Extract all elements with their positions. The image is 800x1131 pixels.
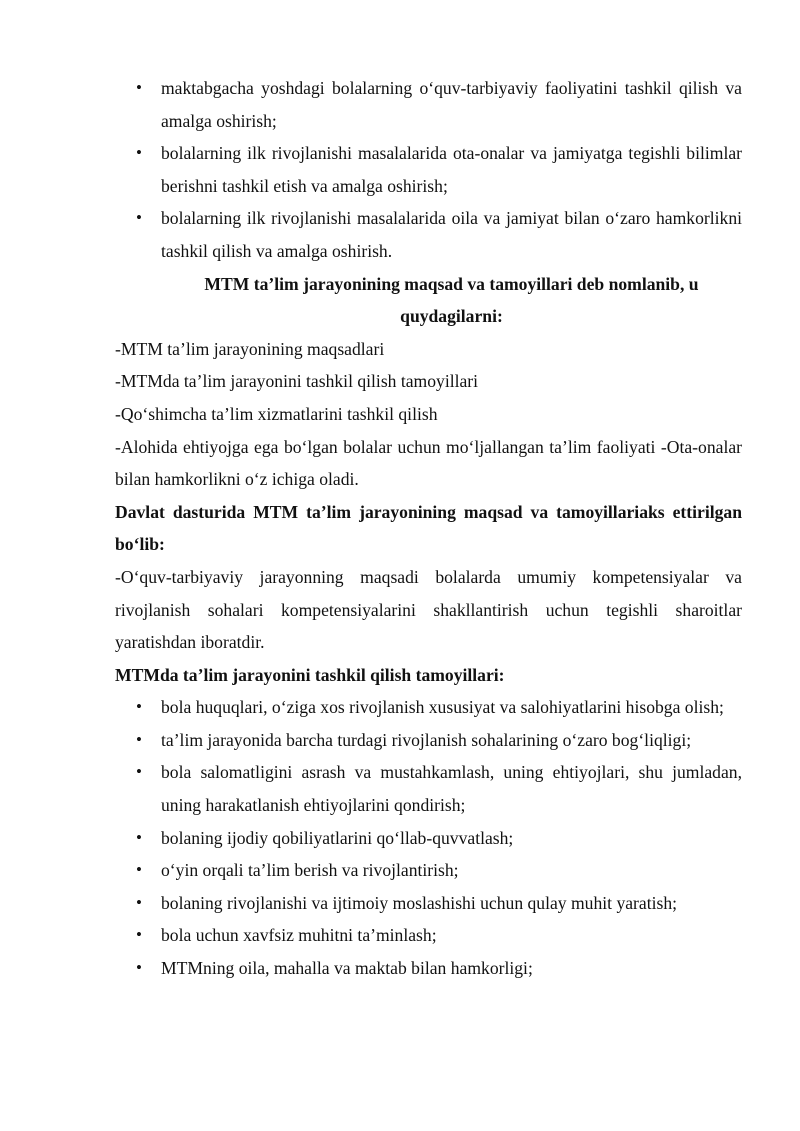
section-heading-centered: MTM ta’lim jarayonining maqsad va tamoyillari deb nomlanib, u quydagilarni: [204,273,699,327]
list-item [115,202,742,267]
top-bullet-list [115,72,742,268]
list-item-text: bolalarning ilk rivojlanishi masalalarida ota-onalar va jamiyatga tegishli bilimlar berishni tashkil etish va amalga oshirish; [161,143,742,196]
document-page [115,72,742,985]
davlat-heading: Davlat dasturida MTM ta’lim jarayonining maqsad va tamoyillariaks ettirilgan bo‘lib: [115,501,742,555]
bullet-icon: • [136,729,142,749]
list-item [115,919,742,952]
bullet-icon: • [136,697,142,717]
list-item-text: maktabgacha yoshdagi bolalarning o‘quv-tarbiyaviy faoliyatini tashkil qilish va amalga oshirish; [161,78,742,131]
list-item-text: bolalarning ilk rivojlanishi masalalarida oila va jamiyat bilan o‘zaro hamkorlikni tashkil qilish va amalga oshirish. [161,208,742,261]
bullet-icon: • [136,762,142,782]
dash-line: -MTMda ta’lim jarayonini tashkil qilish tamoyillari [115,371,479,392]
list-item [115,952,742,985]
list-item-text: MTMning oila, mahalla va maktab bilan hamkorligi; [161,958,533,979]
list-item [115,756,742,821]
bullet-icon: • [136,208,142,228]
list-item-text: bolaning ijodiy qobiliyatlarini qo‘llab-quvvatlash; [161,827,514,848]
list-item-text: bolaning rivojlanishi va ijtimoiy moslashishi uchun qulay muhit yaratish; [161,892,678,913]
bullet-icon: • [136,827,142,847]
list-item-text: o‘yin orqali ta’lim berish va rivojlantirish; [161,860,459,881]
bullet-icon: • [136,143,142,163]
bullet-icon: • [136,860,142,880]
dash-line: -Qo‘shimcha ta’lim xizmatlarini tashkil qilish [115,403,438,424]
principles-bullet-list [115,691,742,984]
list-item [115,854,742,887]
principles-heading: MTMda ta’lim jarayonini tashkil qilish tamoyillari: [115,664,505,685]
goal-paragraph: -O‘quv-tarbiyaviy jarayonning maqsadi bolalarda umumiy kompetensiyalar va rivojlanish sohalari kompetensiyalarini shakllantirish uchun tegishli sharoitlar yaratishdan iboratdir. [115,566,742,653]
bullet-icon: • [136,958,142,978]
list-item [115,887,742,920]
list-item-text: ta’lim jarayonida barcha turdagi rivojlanish sohalarining o‘zaro bog‘liqligi; [161,729,692,750]
list-item-text: bola uchun xavfsiz muhitni ta’minlash; [161,925,437,946]
list-item-text: bola huquqlari, o‘ziga xos rivojlanish xususiyat va salohiyatlarini hisobga olish; [161,697,724,718]
list-item [115,691,742,724]
list-item [115,72,742,137]
bullet-icon: • [136,78,142,97]
list-item [115,137,742,202]
list-item-text: bola salomatligini asrash va mustahkamlash, uning ehtiyojlari, shu jumladan, uning harakatlanish ehtiyojlarini qondirish; [161,762,742,816]
list-item [115,724,742,757]
bullet-icon: • [136,925,142,945]
bullet-icon: • [136,892,142,912]
list-item [115,822,742,855]
dash-line: -MTM ta’lim jarayonining maqsadlari [115,338,385,359]
dash-line: -Alohida ehtiyojga ega bo‘lgan bolalar uchun mo‘ljallangan ta’lim faoliyati -Ota-onalar bilan hamkorlikni o‘z ichiga oladi. [115,436,742,490]
